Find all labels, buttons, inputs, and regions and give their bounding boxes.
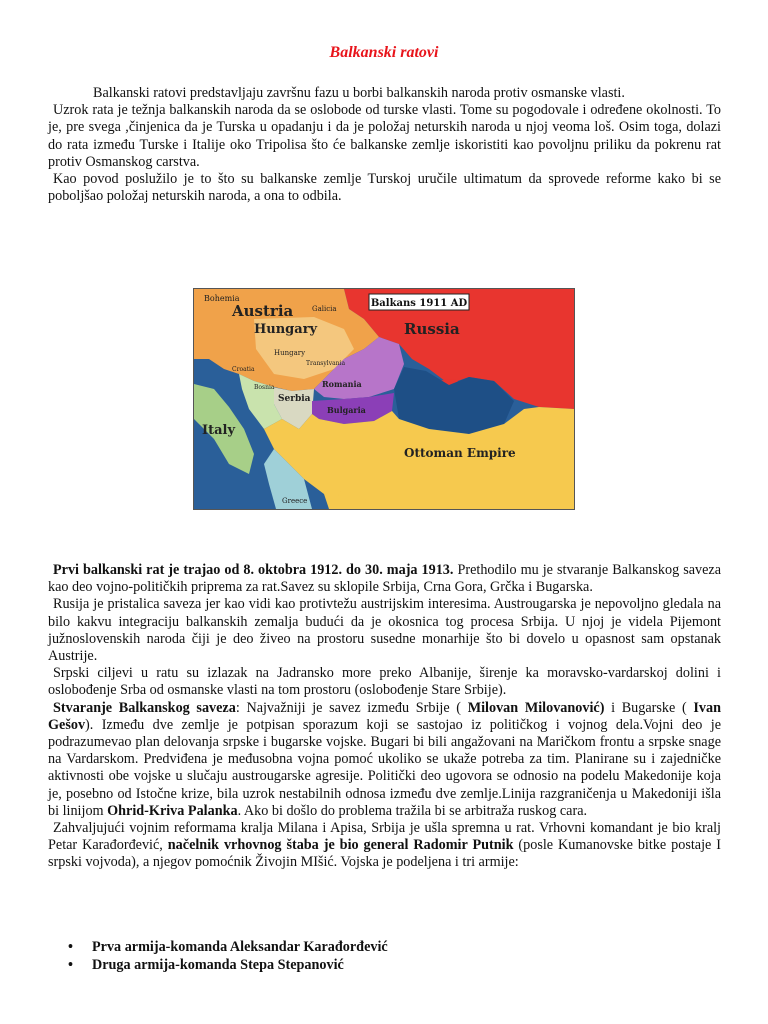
person-milovanovic: Milovan Milovanović) xyxy=(467,699,605,716)
balkans-map-image xyxy=(193,288,575,510)
balkans-map-svg xyxy=(194,289,574,509)
body-paragraph-2: Rusija je pristalica saveza jer kao vidi kao protivtežu austrijskim interesima. Austrougarska je nepovoljno gledala na bilo kakvu integraciju balkanskih zemalja budući da je okosnica tog procesa Srbija. U njoj je videla Pijemont južnoslovenskih naroda čiji je deo živeo na prostoru susedne monarhije što bi dovelo u opasnost sam opstanak Austrije. xyxy=(48,596,721,665)
map-label-bosnia: Bosnia xyxy=(254,384,275,391)
aegean-island xyxy=(359,499,369,503)
map-label-croatia: Croatia xyxy=(232,366,255,373)
map-title: Balkans 1911 AD xyxy=(370,298,468,309)
list-item: • Druga armija-komanda Stepa Stepanović xyxy=(48,957,721,975)
body-paragraph-4-text-1: : Najvažniji je savez između Srbije ( xyxy=(235,699,468,716)
map-label-galicia: Galicia xyxy=(312,305,337,313)
body-paragraph-1 xyxy=(48,562,721,596)
intro-section xyxy=(48,85,721,205)
person-gesov: Ivan Gešov xyxy=(48,699,721,733)
body-paragraph-4-text-2: i Bugarske ( xyxy=(604,699,694,716)
intro-paragraph-1: Balkanski ratovi predstavljaju završnu fazu u borbi balkanskih naroda protiv osmanske vlasti. xyxy=(93,85,625,101)
list-item: • Prva armija-komanda Aleksandar Karađorđević xyxy=(48,939,721,957)
intro-paragraph-2: Uzrok rata je težnja balkanskih naroda da se oslobode od turske vlasti. Tome su pogodovale i određene okolnosti. To je, pre svega ,činjenica da je Turska u opadanju i da je položaj neturskih naroda u njoj veoma loš. Osim toga, dolazi do rata između Turske i Italije oko Tripolisa što će balkanske zemlje iskoristiti kao povoljnu priliku da pokrenu rat protiv Osmanskog carstva. xyxy=(48,102,721,170)
body-paragraph-1-rest: Prethodilo mu je stvaranje Balkanskog saveza kao deo vojno-političkih priprema za rat.Savez su sklopile Srbija, Crna Gora, Grčka i Bugarska. xyxy=(48,562,721,596)
map-label-romania: Romania xyxy=(322,379,362,389)
body-paragraph-3: Srpski ciljevi u ratu su izlazak na Jadransko more preko Albanije, širenje ka moravsko-vardarskoj dolini i oslobođenje Srba od osmanske vlasti na tom prostoru (oslobođenje Stare Srbije). xyxy=(48,665,721,699)
map-label-bohemia: Bohemia xyxy=(204,294,240,303)
map-label-austria: Austria xyxy=(232,302,294,320)
alliance-heading: Stvaranje Balkanskog saveza xyxy=(53,699,236,716)
map-label-greece: Greece xyxy=(282,497,308,505)
map-label-russia: Russia xyxy=(404,320,460,338)
map-label-hungary-small: Hungary xyxy=(274,349,306,357)
map-label-italy: Italy xyxy=(202,423,236,438)
body-paragraph-4-text-3: ). Između dve zemlje je potpisan sporazum koji se sastojao iz političkog i vojnog dela.Vojni deo je podrazumevao plan delovanja srpske i bugarske vojske. Bugari bi bili angažovani na Maričkom frontu a srpske snage na Vardarskom. Predviđena je međusobna vojna pomoć ukoliko se ukaže potreba za tim. Planirane su i zajedničke aktivnosti obe vojske u slučaju austrougarske agresije. Politički deo ugovora se odnosio na podelu Makedonije koja je, posebno od Istočne krize, bila uzrok nestabilnih odnosa između dve zemlje.Linija razgraničenja u Makedoniji išla bi linijom xyxy=(48,716,721,819)
aegean-island xyxy=(338,491,350,497)
map-label-hungary: Hungary xyxy=(254,322,318,337)
map-label-serbia: Serbia xyxy=(278,394,311,404)
border-line-name: Ohrid-Kriva Palanka xyxy=(107,802,238,819)
map-label-bulgaria: Bulgaria xyxy=(327,405,366,415)
armies-list xyxy=(48,939,721,974)
body-paragraph-5-text-2: (posle Kumanovske bitke postaje I srpski vojvoda), a njegov pomoćnik Živojin MIšić. Vojska je podeljena i tri armije: xyxy=(48,837,721,871)
map-label-transylvania: Transylvania xyxy=(306,360,346,367)
body-paragraph-5-text-1: Zahvaljujući vojnim reformama kralja Milana i Apisa, Srbija je ušla spremna u rat. Vrhovni komandant je bio kralj Petar Karađorđević, xyxy=(48,820,721,854)
body-paragraph-5 xyxy=(48,820,721,872)
intro-paragraph-3: Kao povod poslužilo je to što su balkanske zemlje Turskoj uručile ultimatum da sprovede reforme kako bi se poboljšao položaj neturskih naroda, a ona to odbila. xyxy=(48,171,721,205)
map-label-ottoman-empire: Ottoman Empire xyxy=(404,446,516,460)
body-paragraph-4-text-4: . Ako bi došlo do problema tražila bi se arbitraža ruskog cara. xyxy=(237,802,588,819)
document-title: Balkanski ratovi xyxy=(329,44,439,61)
main-section xyxy=(48,562,721,872)
war-dates-text: Prvi balkanski rat je trajao od 8. oktobra 1912. do 30. maja 1913. xyxy=(53,562,454,578)
chief-of-staff-text: načelnik vrhovnog štaba je bio general Radomir Putnik xyxy=(167,837,514,854)
body-paragraph-4 xyxy=(48,700,721,820)
